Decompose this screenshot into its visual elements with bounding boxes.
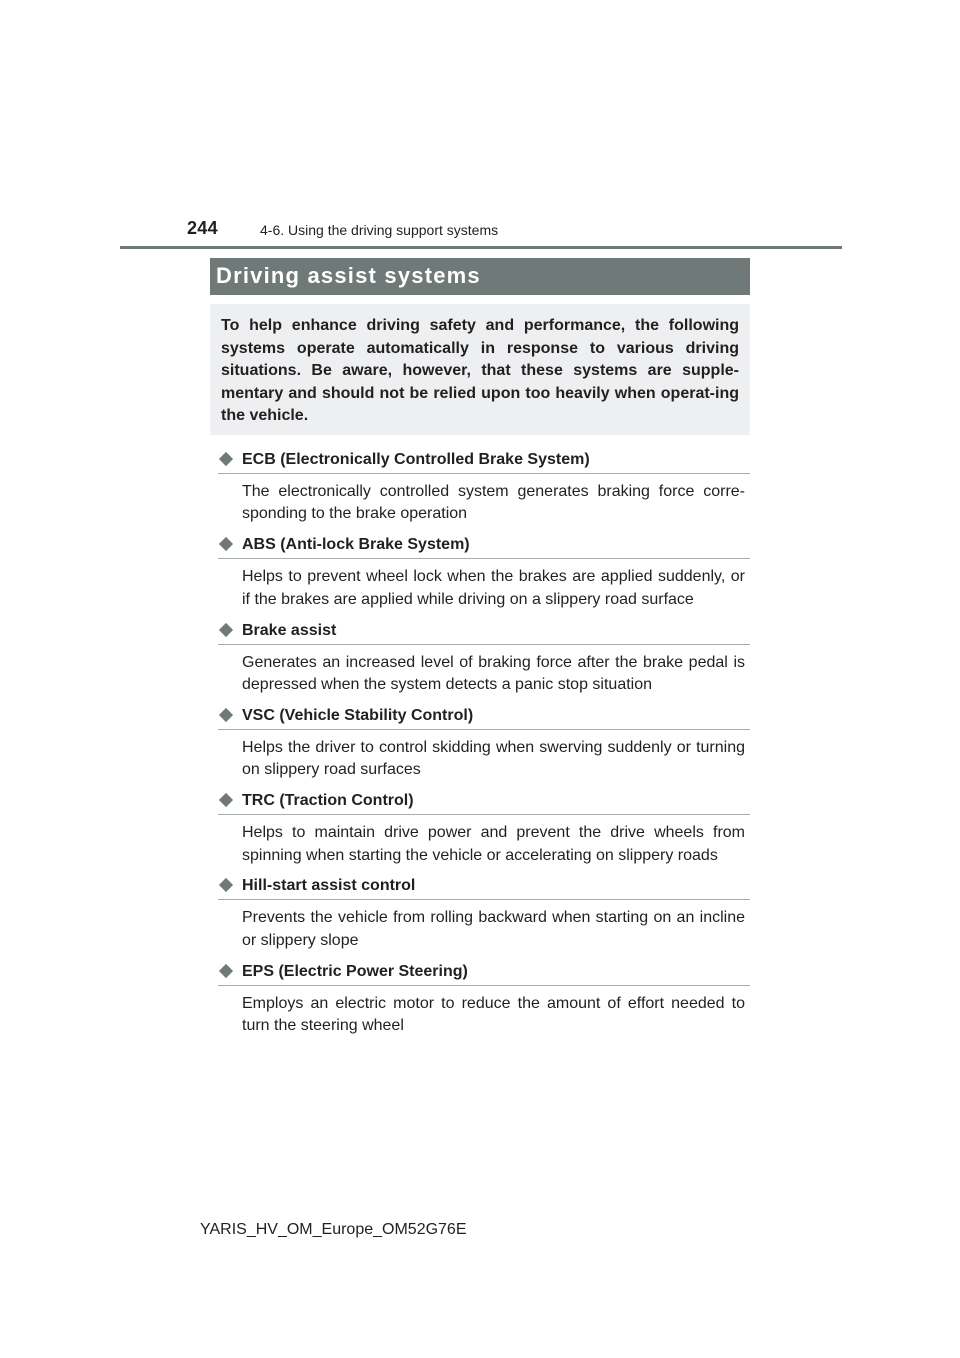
feature-item [218, 705, 750, 790]
diamond-icon [219, 964, 233, 978]
diamond-icon [219, 623, 233, 637]
feature-title: ECB (Electronically Controlled Brake System) [242, 451, 590, 468]
feature-description: Helps to maintain drive power and prevent the drive wheels from spinning when starting the vehicle or accelerating on slippery roads [242, 824, 745, 864]
page-header [120, 214, 842, 249]
feature-title: Hill-start assist control [242, 877, 416, 895]
feature-title: VSC (Vehicle Stability Control) [242, 706, 474, 724]
feature-title: Brake assist [242, 621, 337, 639]
section-title-bar [210, 258, 750, 295]
feature-heading [218, 620, 750, 645]
feature-item [218, 620, 750, 705]
diamond-icon [219, 537, 233, 551]
diamond-icon [219, 878, 233, 892]
feature-heading [218, 449, 750, 474]
feature-description: The electronically controlled system generates braking force corre-sponding to the brake operation [242, 483, 745, 523]
page-number: 244 [187, 218, 218, 238]
feature-heading [218, 705, 750, 730]
feature-item [218, 961, 750, 1046]
feature-item [218, 790, 750, 875]
feature-description: Prevents the vehicle from rolling backward when starting on an incline or slippery slope [242, 909, 745, 949]
intro-text: To help enhance driving safety and performance, the following systems operate automatically in response to various driving situations. Be aware, however, that these systems are supple-mentary and should not be relied upon too heavily when operat-ing the vehicle. [221, 317, 739, 425]
feature-heading [218, 534, 750, 559]
feature-item [218, 875, 750, 960]
feature-heading [218, 961, 750, 986]
feature-title: EPS (Electric Power Steering) [242, 962, 468, 980]
feature-heading [218, 790, 750, 815]
section-path: 4-6. Using the driving support systems [260, 222, 499, 238]
diamond-icon [219, 452, 233, 466]
feature-item [218, 449, 750, 534]
feature-item [218, 534, 750, 619]
feature-description: Helps to prevent wheel lock when the brakes are applied suddenly, or if the brakes are applied while driving on a slippery road surface [242, 568, 745, 608]
diamond-icon [219, 793, 233, 807]
footer-document-code: YARIS_HV_OM_Europe_OM52G76E [200, 1221, 467, 1238]
feature-heading [218, 875, 750, 900]
page-title: Driving assist systems [216, 263, 481, 288]
feature-description: Employs an electric motor to reduce the amount of effort needed to turn the steering wheel [242, 994, 745, 1035]
feature-title: TRC (Traction Control) [242, 792, 414, 810]
feature-description: Generates an increased level of braking force after the brake pedal is depressed when the system detects a panic stop situation [242, 653, 745, 693]
intro-box [210, 304, 750, 435]
feature-description: Helps the driver to control skidding when swerving suddenly or turning on slippery road surfaces [242, 738, 745, 779]
feature-list [218, 449, 750, 1046]
feature-title: ABS (Anti-lock Brake System) [242, 536, 470, 554]
diamond-icon [219, 708, 233, 722]
